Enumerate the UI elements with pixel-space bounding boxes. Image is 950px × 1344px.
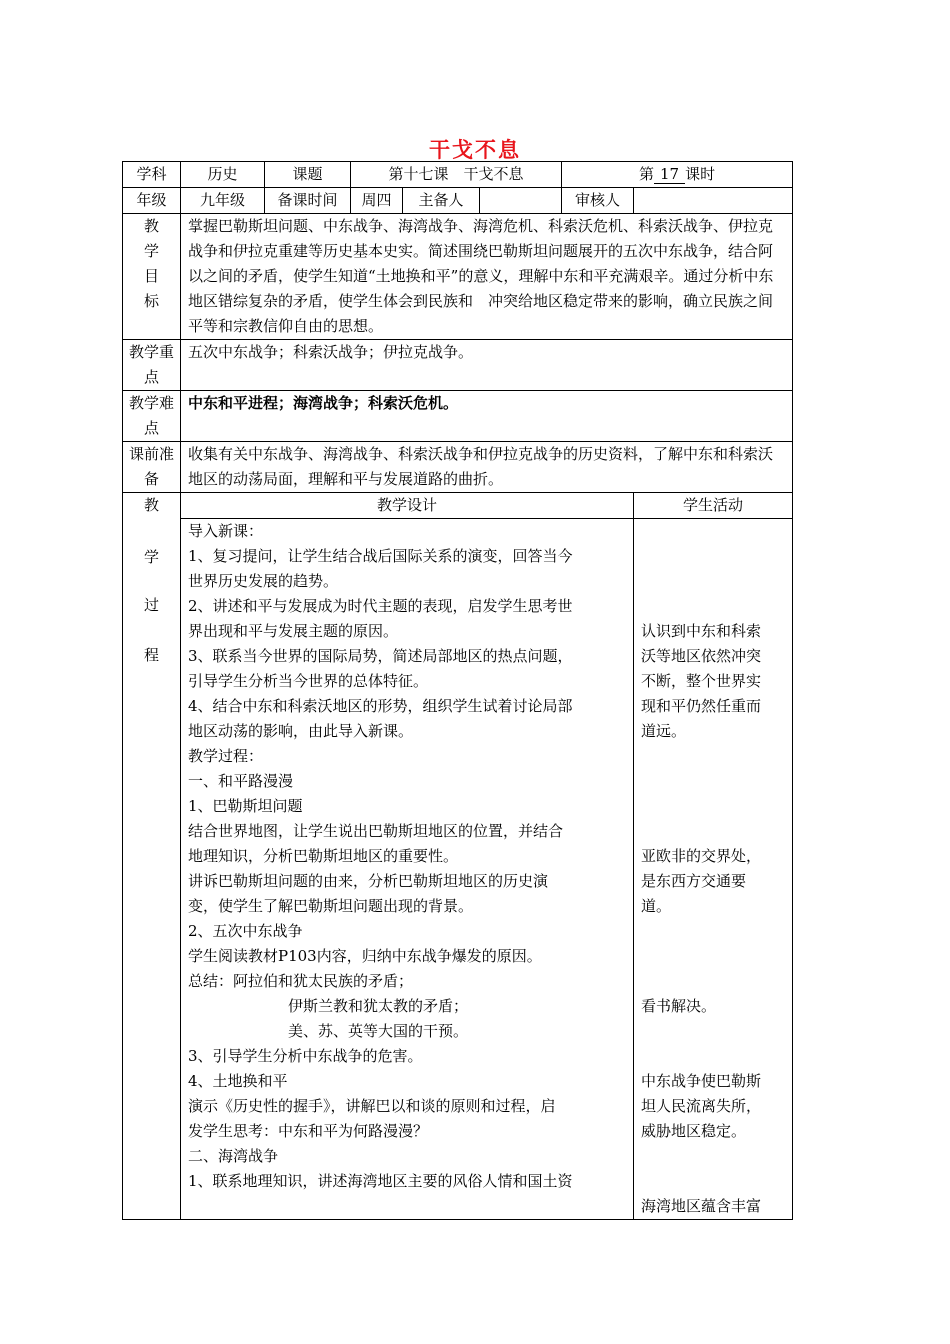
- design-header: 教学设计: [181, 493, 634, 519]
- activity-line: 威胁地区稳定。: [641, 1122, 747, 1140]
- design-line: 教学过程：: [188, 747, 264, 765]
- objectives-label-char: 标: [143, 292, 159, 310]
- design-line: 导入新课：: [188, 522, 264, 540]
- activity-line: 是东西方交通要: [641, 872, 747, 890]
- design-line: 结合世界地图，让学生说出巴勒斯坦地区的位置，并结合: [188, 822, 564, 840]
- design-line: 伊斯兰教和犹太教的矛盾；: [288, 997, 469, 1015]
- preparer-value: [480, 188, 562, 214]
- design-line: 引导学生分析当今世界的总体特征。: [188, 672, 429, 690]
- activity-line: 现和平仍然任重而: [641, 697, 762, 715]
- reviewer-value: [634, 188, 793, 214]
- preparation-row: [123, 442, 793, 493]
- activity-line: [641, 1044, 785, 1069]
- design-line: 演示《历史性的握手》，讲解巴以和谈的原则和过程，启: [188, 1097, 556, 1115]
- design-line: 一、和平路漫漫: [188, 772, 294, 790]
- activity-line: 坦人民流离失所，: [641, 1097, 762, 1115]
- topic-value: 第十七课 干戈不息: [351, 162, 562, 188]
- design-content: [181, 519, 634, 1220]
- reviewer-label: 审核人: [562, 188, 634, 214]
- activity-line: [641, 819, 785, 844]
- process-label: [123, 493, 181, 1220]
- activity-line: 认识到中东和科索: [641, 622, 762, 640]
- period-prefix: 第: [638, 165, 654, 183]
- subject-label: 学科: [123, 162, 181, 188]
- prep-time-label: 备课时间: [265, 188, 351, 214]
- activity-line: 中东战争使巴勒斯: [641, 1072, 762, 1090]
- preparation-text: 收集有关中东战争、海湾战争、科索沃战争和伊拉克战争的历史资料，了解中东和科索沃地区的动荡局面，理解和平与发展道路的曲折。: [181, 442, 793, 493]
- activity-line: 沃等地区依然冲突: [641, 647, 762, 665]
- difficulties-text: 中东和平进程；海湾战争；科索沃危机。: [181, 391, 793, 442]
- design-line: 讲诉巴勒斯坦问题的由来，分析巴勒斯坦地区的历史演: [188, 872, 549, 890]
- design-line: 3、引导学生分析中东战争的危害。: [188, 1047, 423, 1065]
- grade-value: 九年级: [181, 188, 265, 214]
- design-line: 3、联系当今世界的国际局势，简述局部地区的热点问题，: [188, 647, 573, 665]
- grade-label: 年级: [123, 188, 181, 214]
- activity-line: 道远。: [641, 722, 687, 740]
- activity-line: [641, 594, 785, 619]
- period-suffix: 课时: [685, 165, 716, 183]
- design-line: 界出现和平与发展主题的原因。: [188, 622, 399, 640]
- activity-line: [641, 769, 785, 794]
- key-points-text: 五次中东战争；科索沃战争；伊拉克战争。: [181, 340, 793, 391]
- activity-line: 亚欧非的交界处，: [641, 847, 762, 865]
- activity-line: [641, 744, 785, 769]
- objectives-label-char: 教: [143, 217, 159, 235]
- process-label-char: 过: [143, 596, 159, 614]
- activity-header: 学生活动: [634, 493, 793, 519]
- activity-line: 道。: [641, 897, 672, 915]
- activity-line: [641, 544, 785, 569]
- design-line: 二、海湾战争: [188, 1147, 279, 1165]
- lesson-plan-table: [122, 161, 793, 1220]
- activity-line: [641, 1144, 785, 1169]
- design-line: 变，使学生了解巴勒斯坦问题出现的背景。: [188, 897, 474, 915]
- activity-line: [641, 1019, 785, 1044]
- topic-label: 课题: [265, 162, 351, 188]
- objectives-text: 掌握巴勒斯坦问题、中东战争、海湾战争、海湾危机、科索沃危机、科索沃战争、伊拉克战争和伊拉克重建等历史基本史实。简述围绕巴勒斯坦问题展开的五次中东战争，结合阿以之间的矛盾，使学生知道“土地换和平”的意义，理解中东和平充满艰辛。通过分析中东地区错综复杂的矛盾，使学生体会到民族和 冲突给地区稳定带来的影响，确立民族之间平等和宗教信仰自由的思想。: [181, 214, 793, 340]
- header-row-1: [123, 162, 793, 188]
- objectives-label-char: 学: [143, 242, 159, 260]
- objectives-label-char: 目: [143, 267, 159, 285]
- preparation-label: 课前准备: [123, 442, 181, 493]
- header-row-2: [123, 188, 793, 214]
- design-line: 1、巴勒斯坦问题: [188, 797, 303, 815]
- activity-line: 不断，整个世界实: [641, 672, 762, 690]
- objectives-label: [123, 214, 181, 340]
- activity-line: [641, 1169, 785, 1194]
- design-line: 4、土地换和平: [188, 1072, 288, 1090]
- design-line: 美、苏、英等大国的干预。: [288, 1022, 469, 1040]
- page-title: 干戈不息: [429, 138, 521, 162]
- activity-line: [641, 944, 785, 969]
- key-points-row: [123, 340, 793, 391]
- activity-line: [641, 569, 785, 594]
- activity-line: [641, 969, 785, 994]
- process-label-char: 教: [143, 496, 159, 514]
- design-line: 2、讲述和平与发展成为时代主题的表现，启发学生思考世: [188, 597, 573, 615]
- design-line: 发学生思考：中东和平为何路漫漫？: [188, 1122, 429, 1140]
- design-line: 地区动荡的影响，由此导入新课。: [188, 722, 414, 740]
- design-line: 1、复习提问，让学生结合战后国际关系的演变，回答当今: [188, 547, 573, 565]
- design-line: 2、五次中东战争: [188, 922, 303, 940]
- subject-value: 历史: [181, 162, 265, 188]
- design-line: 4、结合中东和科索沃地区的形势，组织学生试着讨论局部: [188, 697, 573, 715]
- objectives-row: [123, 214, 793, 340]
- key-points-label: 教学重点: [123, 340, 181, 391]
- activity-line: 看书解决。: [641, 997, 717, 1015]
- period-number: 17: [654, 165, 685, 184]
- prep-time-value: 周四: [351, 188, 403, 214]
- activity-line: [641, 519, 785, 544]
- activity-content: [634, 519, 793, 1220]
- period-cell: [562, 162, 793, 188]
- activity-line: [641, 794, 785, 819]
- activity-line: [641, 919, 785, 944]
- process-header-row: [123, 493, 793, 519]
- activity-line: 海湾地区蕴含丰富: [641, 1197, 762, 1215]
- design-line: 学生阅读教材P103内容，归纳中东战争爆发的原因。: [188, 947, 542, 965]
- process-label-char: 程: [143, 646, 159, 664]
- preparer-label: 主备人: [403, 188, 480, 214]
- difficulties-row: [123, 391, 793, 442]
- design-line: 地理知识，分析巴勒斯坦地区的重要性。: [188, 847, 459, 865]
- design-line: 1、联系地理知识，讲述海湾地区主要的风俗人情和国土资: [188, 1172, 573, 1190]
- process-label-char: 学: [143, 548, 159, 566]
- design-line: 世界历史发展的趋势。: [188, 572, 339, 590]
- design-line: 总结：阿拉伯和犹太民族的矛盾；: [188, 972, 414, 990]
- process-body-row: [123, 519, 793, 1220]
- difficulties-label: 教学难点: [123, 391, 181, 442]
